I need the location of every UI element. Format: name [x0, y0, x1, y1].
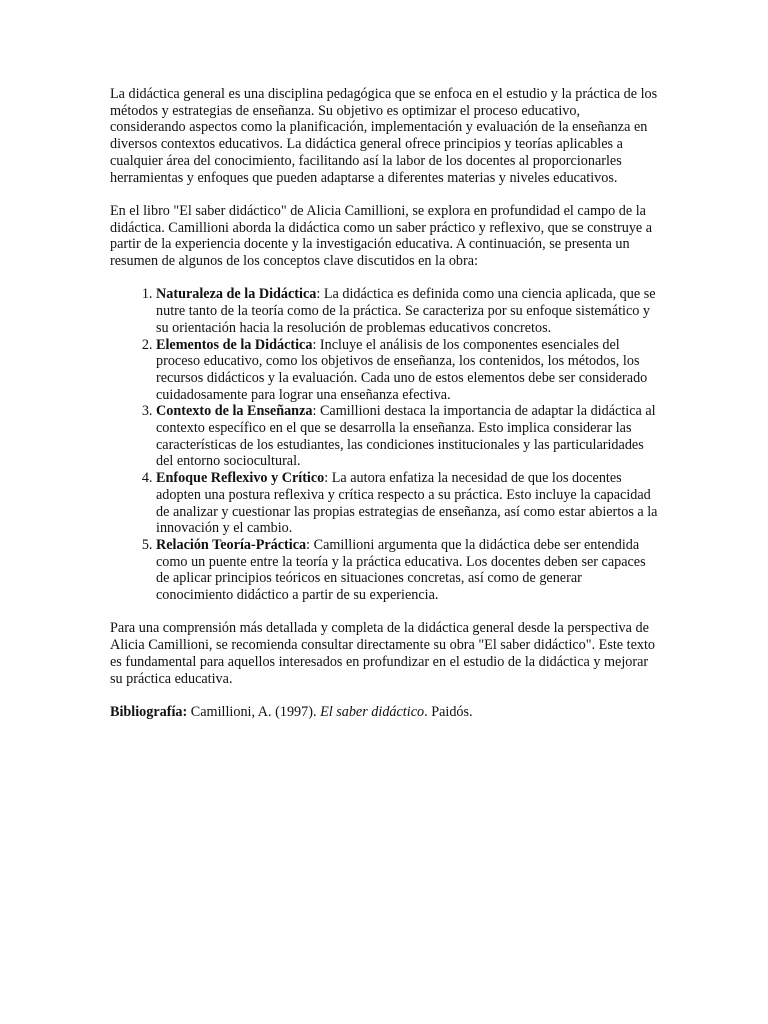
list-item-text: : La autora enfatiza la necesidad de que los docentes adopten una postura reflexiva y crítica respecto a su práctica. Esto incluye la capacidad de analizar y cuestionar las propias estrategias de enseñanza, así como estar abiertos a la innovación y el cambio. [156, 470, 658, 537]
list-item [156, 537, 658, 604]
bibliography-title: El saber didáctico [320, 703, 425, 720]
bibliography-publisher: . Paidós. [424, 703, 473, 720]
document-page [110, 86, 658, 737]
bibliography [110, 704, 658, 721]
list-item-title: Enfoque Reflexivo y Crítico [156, 470, 325, 487]
list-item [156, 286, 658, 336]
concepts-list [110, 286, 658, 603]
bibliography-label: Bibliografía: [110, 703, 188, 720]
list-item-text: : Incluye el análisis de los componentes esenciales del proceso educativo, como los objetivos de enseñanza, los contenidos, los métodos, los recursos didácticos y la evaluación. Cada uno de estos elementos debe ser considerado cuidadosamente para lograr una enseñanza efectiva. [156, 336, 648, 403]
list-item-text: : Camillioni argumenta que la didáctica debe ser entendida como un puente entre la teoría y la práctica educativa. Los docentes deben ser capaces de aplicar principios teóricos en situaciones concretas, así como de generar conocimiento didáctico a partir de su experiencia. [156, 536, 646, 604]
list-item [156, 403, 658, 470]
list-item-title: Elementos de la Didáctica [156, 336, 313, 353]
book-paragraph: En el libro "El saber didáctico" de Alicia Camillioni, se explora en profundidad el campo de la didáctica. Camillioni aborda la didáctica como un saber práctico y reflexivo, que se construye a partir de la experiencia docente y la investigación educativa. A continuación, se presenta un resumen de algunos de los conceptos clave discutidos en la obra: [110, 202, 653, 270]
bibliography-author: Camillioni, A. (1997). [187, 703, 321, 720]
recommendation-paragraph: Para una comprensión más detallada y completa de la didáctica general desde la perspectiva de Alicia Camillioni, se recomienda consultar directamente su obra "El saber didáctico". Este texto es fundamental para aquellos interesados en profundizar en el estudio de la didáctica y mejorar su práctica educativa. [110, 620, 656, 687]
list-item-title: Naturaleza de la Didáctica [156, 286, 317, 303]
list-item-text: : Camillioni destaca la importancia de adaptar la didáctica al contexto específico en el que se desarrolla la enseñanza. Esto implica considerar las características de los estudiantes, las condiciones institucionales y las particularidades del entorno sociocultural. [156, 403, 656, 470]
list-item-text: : La didáctica es definida como una ciencia aplicada, que se nutre tanto de la teoría como de la práctica. Se caracteriza por su enfoque sistemático y su orientación hacia la resolución de problemas educativos concretos. [156, 286, 656, 336]
intro-paragraph: La didáctica general es una disciplina pedagógica que se enfoca en el estudio y la práctica de los métodos y estrategias de enseñanza. Su objetivo es optimizar el proceso educativo, considerando aspectos como la planificación, implementación y evaluación de la enseñanza en diversos contextos educativos. La didáctica general ofrece principios y teorías aplicables a cualquier área del conocimiento, facilitando así la labor de los docentes al proporcionarles herramientas y enfoques que pueden adaptarse a diferentes materias y niveles educativos. [110, 86, 658, 186]
list-item [156, 470, 658, 537]
list-item [156, 337, 658, 404]
list-item-title: Contexto de la Enseñanza [156, 403, 313, 420]
list-item-title: Relación Teoría-Práctica [156, 536, 307, 553]
